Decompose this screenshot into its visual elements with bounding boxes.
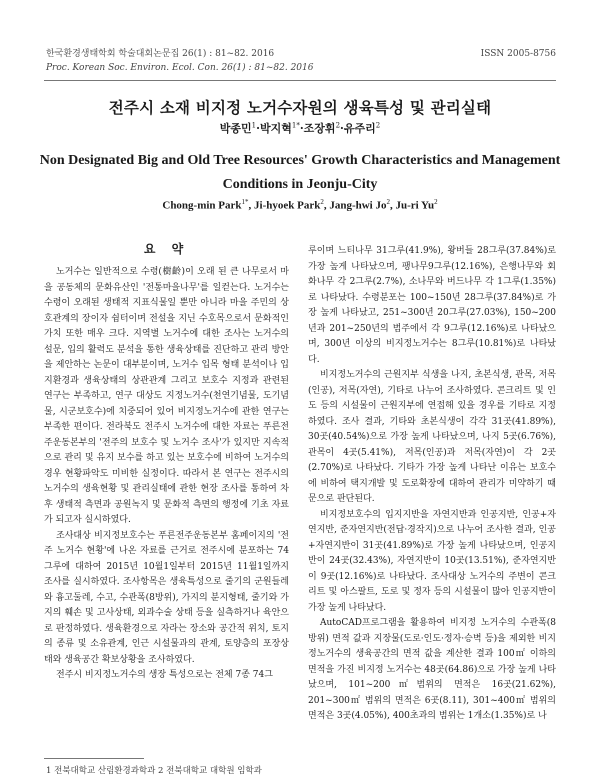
body-column-left <box>44 265 289 684</box>
author-name: Ju-ri Yu <box>395 199 435 212</box>
author-name: Chong-min Park <box>162 199 242 212</box>
authors-korean: 박종민$^1$·박지혁$^{1*}$·조장휘$^2$·유주리$^2$ <box>219 121 381 135</box>
header-rule <box>44 80 556 81</box>
body-paragraph: 조사대상 비지정보호수는 푸른전주운동본부 홈페이지의 '전주 노거수 현황'에 나온 자료를 근거로 전주시에 분포하는 74그루에 대하여 2015년 10월1일부터 2015년 11월1일까지 조사를 실시하였다. 조사항목은 생육특성으로 줄기의 군원들레와 흉고둘레, 수고, 수관폭(8방위), 가지의 분지형태, 줄기와 가지의 훼손 및 고사상태, 외과수술 상태 등을 실측하거나 육안으로 판정하였다. 생육환경으로 자라는 장소와 공간적 위치, 토지의 종류 및 소유관계, 인근 시설물과의 관계, 토양층의 포장상태와 생육공간 확보상황을 조사하였다. <box>44 530 289 665</box>
body-paragraph: AutoCAD프로그램을 활용하여 비지정 노거수의 수관폭(8방위) 면적 값과 지장물(도로·인도·정자·승벽 등)을 제외한 비지정노거수의 생육공간의 면적 값을 계산한 결과 100㎡ 이하의 면적을 가진 비지정 노거수는 48곳(64.86)으로 가장 높게 나타났으며, 101~200㎡범위의 면적은 16곳(21.62%), 201~300㎡ 범위의 면적은 6곳(8.11), 301~400㎡ 범위의 면적은 3곳(4.05%), 400초과의 범위는 1개소(1.35%)로 나 <box>308 618 556 721</box>
footnote: 1 전북대학교 산림환경과학과 2 전북대학교 대학원 임학과 <box>46 766 262 776</box>
body-paragraph: 비지정노거수의 근원지부 식생을 나지, 초본식생, 관목, 저목(인공), 저목(자연), 기타로 나누어 조사하였다. 콘크리트 및 인도 등의 시설물이 근원지부에 연접해 있을 경우를 기타로 지정하였다. 조사 결과, 기타와 초본식생이 각각 31곳(41.89%), 30곳(40.54%)으로 가장 높게 나타났으며, 나지 5곳(6.76%), 관목이 4곳(5.41%), 저목(인공)과 저목(자연)이 각 2곳(2.70%)로 나타났다. 기타가 가장 높게 나타난 이유는 보호수에 비하여 택지개발 및 도로확장에 대하여 관리가 미약하기 때문으로 판단된다. <box>308 370 556 504</box>
title-english: Non Designated Big and Old Tree Resources' Growth Characteristics and Management Conditions in Jeonju-City <box>39 153 561 192</box>
author-name: 박지혁 <box>259 122 292 135</box>
body-paragraph: 전주시 비지정노거수의 생장 특성으로는 전체 7종 74그 <box>56 670 273 680</box>
body-paragraph: 비지정보호수의 입지지반을 자연지반과 인공지반, 인공+자연지반, 준자연지반(전답·경작지)으로 나누어 조사한 결과, 인공+자연지반이 31곳(41.89%)로 가장 높게 나타났으며, 인공지반이 24곳(32.43%), 자연지반이 10곳(13.51%), 준자연지반이 9곳(12.16%)로 나타났다. 조사대상 노거수의 주변이 콘크리트 및 아스팔트, 도로 및 정자 등의 시설물이 많아 인공지반이 가장 높게 나타났다. <box>308 509 556 613</box>
author-name: 유주리 <box>343 122 376 135</box>
author-name: 박종민 <box>219 122 252 135</box>
title-korean: 전주시 소재 비지정 노거수자원의 생육특성 및 관리실태 <box>108 98 492 117</box>
journal-citation <box>46 47 313 75</box>
body-column-right <box>308 244 556 725</box>
abstract-heading: 요 약 <box>143 242 190 256</box>
footnote-rule <box>44 758 144 759</box>
body-paragraph: 노거수는 일반적으로 수령(樹齡)이 오래 된 큰 나무로서 마을 공동체의 문화유산인 '전통마을나무'를 일컫는다. 노거수는 수령이 오래된 생태적 지표식물일 뿐만 아니라 마을 주민의 상호관계의 장이자 쉼터이며 전설을 지닌 수호목으로서 문화적인 가치 또한 매우 크다. 지역별 노거수에 대한 조사는 노거수의 설문, 입의 활력도 분석을 통한 생육상태를 진단하고 관리 방안을 제안하는 논문이 대부분이며, 노거수 입목 형태 분석이나 입지환경과 생육상태의 상관관계 그리고 보호수 지정과 관련된 연구는 부족하고, 연구 대상도 지정노거수(천연기념물, 도기념물, 시군보호수)에 치중되어 있어 비지정노거수에 관한 연구는 부족한 편이다. 전라북도 전주시 노거수에 대한 자료는 푸른전주운동본부의 '전주의 보호수 및 노거수 조사'가 있지만 지속적으로 관리 및 유지 보수를 하고 있는 보호수에 비하여 노거수의 경우 현황파악도 미비한 실정이다. 따라서 본 연구는 전주시의 노거수의 생육현황 및 관리실태에 관한 현장 조사를 통하여 차후 생태적 측면과 공원녹지 및 문화적 측면의 행정에 기초 자료가 되고자 실시하였다. <box>44 267 289 525</box>
body-paragraph: 루이며 느티나무 31그루(41.9%), 왕버들 28그루(37.84%)로 가장 높게 나타났으며, 팽나무9그루(12.16%), 은행나무와 회화나무 각 2그루(2.7%), 소나무와 버드나무 각 1그루(1.35%)로 나타났다. 수령분포는 100~150년 28그루(37.84%)로 가장 높게 나타났고, 251~300년 20그루(27.03%), 150~200년과 201~250년의 범주에서 각 9그루(12.16%)로 나타났으며, 300년 이상의 비지정노거수는 8그루(10.81%)로 나타났다. <box>308 246 556 365</box>
issn: ISSN 2005-8756 <box>480 49 556 59</box>
author-name: 조장휘 <box>303 122 336 135</box>
author-name: Ji-hyoek Park <box>254 199 321 212</box>
journal-citation-ko: 한국환경생태학회 학술대회논문집 26(1) : 81~82. 2016 <box>46 49 275 59</box>
author-name: Jang-hwi Jo <box>329 199 387 212</box>
journal-citation-en: Proc. Korean Soc. Environ. Ecol. Con. 26(1) : 81~82. 2016 <box>46 63 314 73</box>
authors-english: Chong-min Park$^{1*}$, Ji-hyoek Park$^2$, Jang-hwi Jo$^2$, Ju-ri Yu$^2$ <box>162 198 438 212</box>
